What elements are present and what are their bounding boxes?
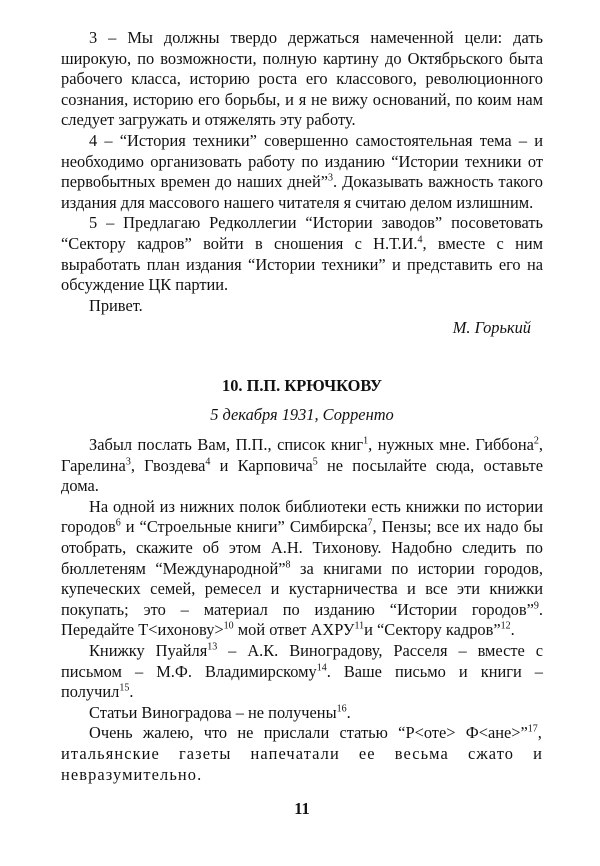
footnote-ref[interactable]: 13 (207, 641, 218, 653)
letter-date: 5 декабря 1931, Сорренто (210, 404, 394, 424)
footnote-ref[interactable]: 11 (354, 620, 365, 632)
signature: М. Горький (452, 318, 531, 338)
footnote-ref[interactable]: 17 (527, 723, 538, 735)
paragraph-5: 5 – Предлагаю Редколлегии “Истории заводов” посоветовать “Сектору кадров” войти в сношения с Н.Т.И.$^4$, вместе с ним выработать план издания “Истории техники” и представить его на обсуждение ЦК партии. (61, 213, 543, 295)
letter-paragraph-2: На одной из нижних полок библиотеки есть книжки по истории городов$^6$ и “Строельные книги” Симбирска$^7$, Пензы; все их надо бы отобрать, скажите об этом А.Н. Тихонову. Надобно следить по бюллетеням “Международной”$^8$ за книгами по истории городов, купеческих семей, ремесел и кустарничества и все эти книжки покупать; это – материал по изданию “Истории городов”$^9$. Передайте Т<ихонову>$^{10}$ мой ответ АХРУ$^{11}$и “Сектору кадров”$^{12}$. (61, 496, 543, 640)
footnote-ref[interactable]: 16 (336, 703, 347, 715)
letter-paragraph-4: Статьи Виноградова – не получены$^{16}$. (89, 702, 351, 722)
document-page (61, 28, 543, 820)
footnote-ref[interactable]: 8 (285, 559, 291, 571)
footnote-ref[interactable]: 9 (533, 600, 539, 612)
page-number: 11 (294, 799, 310, 819)
footnote-ref[interactable]: 3 (125, 456, 131, 468)
footnote-ref[interactable]: 12 (500, 620, 511, 632)
footnote-ref[interactable]: 4 (417, 234, 423, 246)
paragraph-4: 4 – “История техники” совершенно самостоятельная тема – и необходимо организовать работу по изданию “Истории техники от первобытных времен до наших дней”$^3$. Доказывать важность такого издания для массового нашего читателя я считаю делом излишним. (61, 130, 543, 212)
footnote-ref[interactable]: 10 (223, 620, 234, 632)
footnote-ref[interactable]: 2 (533, 435, 539, 447)
footnote-ref[interactable]: 14 (316, 662, 327, 674)
letter-paragraph-1: Забыл послать Вам, П.П., список книг$^1$, нужных мне. Гиббона$^2$, Гарелина$^3$, Гвоздева$^4$ и Карповича$^5$ не посылайте сюда, оставьте дома. (61, 435, 543, 496)
footnote-ref[interactable]: 15 (119, 682, 130, 694)
footnote-ref[interactable]: 4 (205, 456, 211, 468)
footnote-ref[interactable]: 1 (363, 435, 369, 447)
closing-greeting: Привет. (89, 295, 143, 315)
letter-paragraph-3: Книжку Пуайля$^{13}$ – А.К. Виноградову, Расселя – вместе с письмом – М.Ф. Владимирскому$^{14}$. Ваше письмо и книги – получил$^{15}$. (61, 641, 544, 702)
paragraph-3: 3 – Мы должны твердо держаться намеченной цели: дать широкую, по возможности, полную картину до Октябрьского быта рабочего класса, историю роста его классового, революционного сознания, историю его борьбы, и я не вижу оснований, по коим нам следует загружать и отяжелять эту работу. (61, 28, 543, 130)
footnote-ref[interactable]: 3 (328, 172, 333, 184)
footnote-ref[interactable]: 7 (367, 518, 373, 529)
footnote-ref[interactable]: 6 (115, 518, 121, 529)
footnote-ref[interactable]: 5 (312, 456, 318, 468)
letter-paragraph-5: Очень жалею, что не прислали статью “Р<оте> Ф<ане>”$^{17}$, итальянские газеты напечатали ее весьма сжато и невразумительно. (61, 723, 543, 784)
letter-heading: 10. П.П. КРЮЧКОВУ (222, 375, 382, 395)
